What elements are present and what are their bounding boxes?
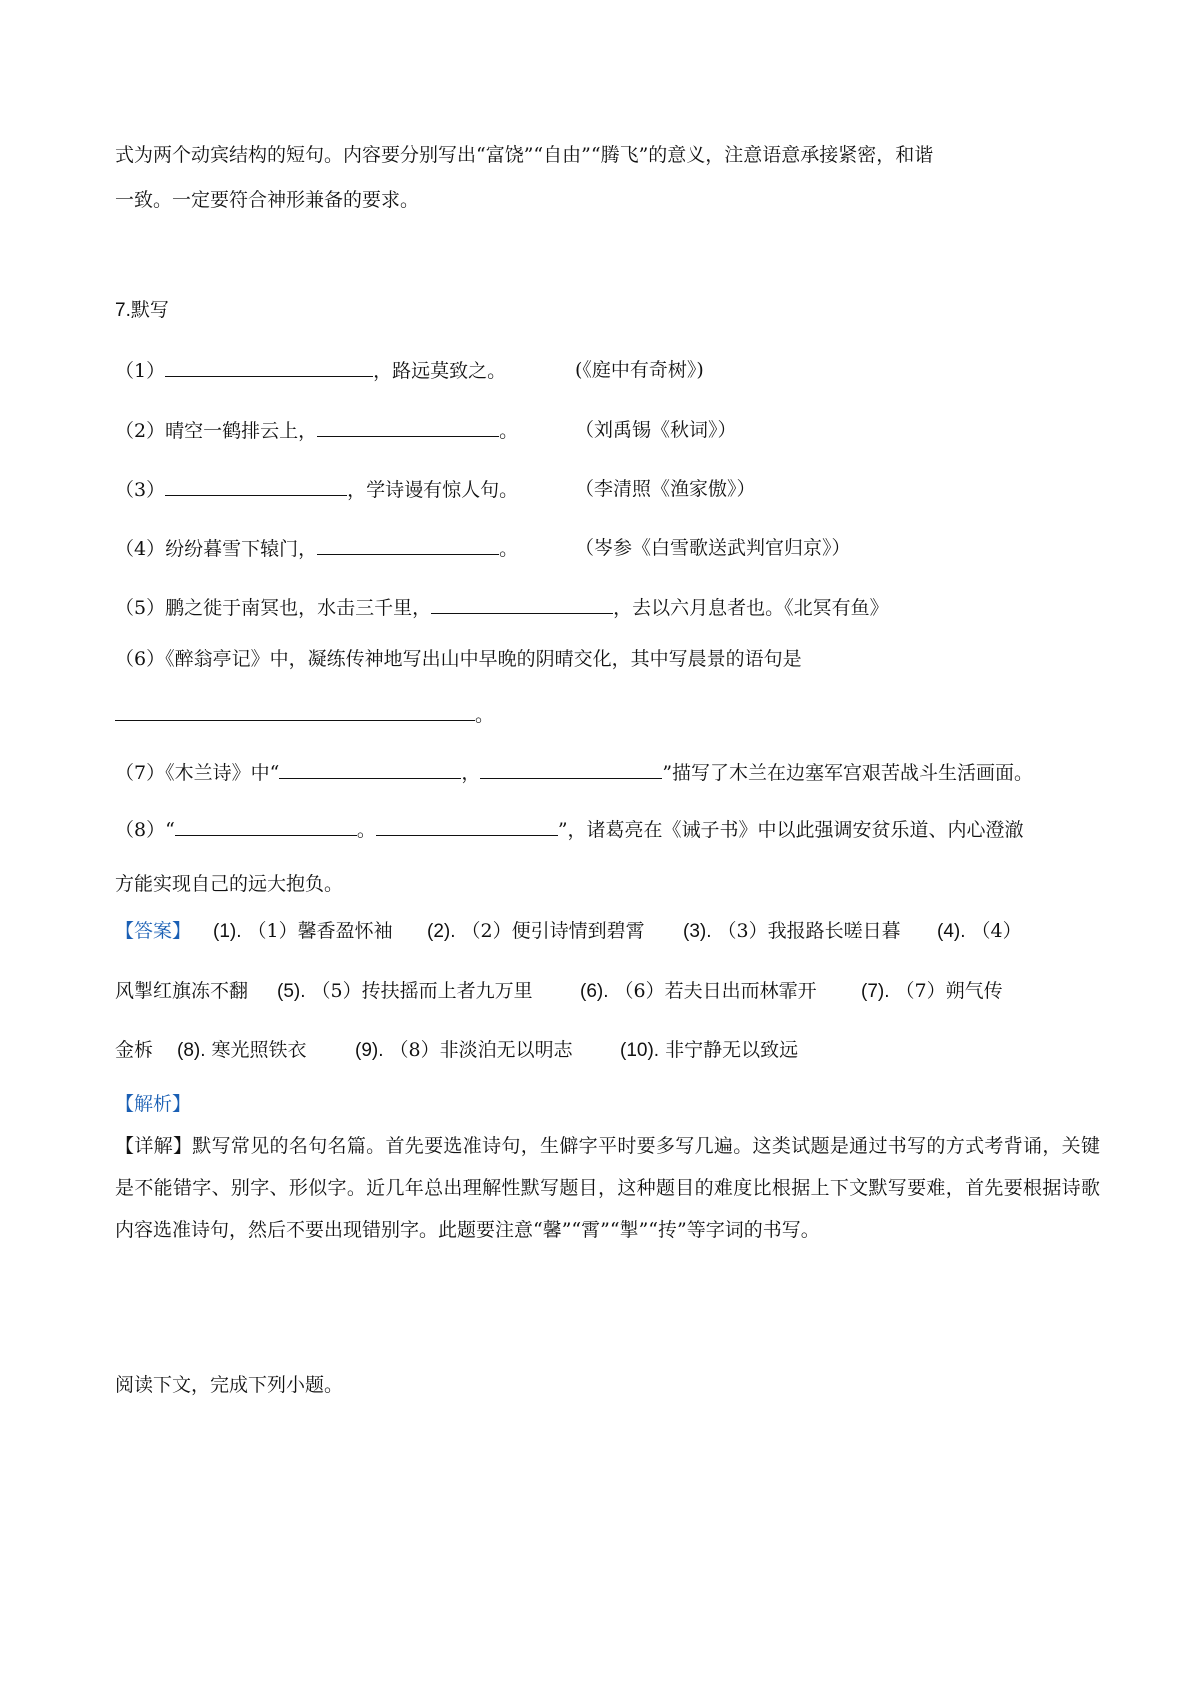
item-suffix: 。 (499, 420, 519, 442)
answer-tag: 【答案】 (115, 920, 192, 942)
question-item-3 (115, 475, 518, 504)
item-prefix: （4）纷纷暮雪下辕门， (115, 538, 318, 560)
answer-item: (2). （2）便引诗情到碧霄 (427, 920, 645, 942)
answer-item: (5). （5）抟扶摇而上者九万里 (277, 980, 533, 1002)
answer-blank (376, 815, 558, 836)
item-suffix: ，路远莫致之。 (373, 360, 507, 382)
answer-item: (8). 寒光照铁衣 (177, 1039, 307, 1061)
intro-line-2: 一致。一定要符合神形兼备的要求。 (115, 189, 420, 211)
item-prefix: （2）晴空一鹤排云上， (115, 420, 318, 442)
answer-item-cont: 风掣红旗冻不翻 (115, 980, 249, 1002)
item-mid: ， (461, 762, 481, 784)
item-suffix: 。 (499, 538, 519, 560)
item-source: （刘禹锡《秋词》） (575, 419, 737, 441)
item-prefix: （8）“ (115, 819, 175, 841)
answer-item: (10). 非宁静无以致远 (620, 1039, 799, 1061)
answer-blank (175, 815, 357, 836)
answer-blank (279, 758, 461, 779)
answer-item: (9). （8）非淡泊无以明志 (355, 1039, 573, 1061)
answer-blank (115, 700, 475, 721)
question-item-2 (115, 416, 518, 445)
answer-item: (1). （1）馨香盈怀袖 (213, 920, 393, 942)
question-item-6: （6）《醉翁亭记》中，凝练传神地写出山中早晚的阴晴交化，其中写晨景的语句是 (115, 648, 802, 670)
intro-line-1: 式为两个动宾结构的短句。内容要分别写出“富饶”“自由”“腾飞”的意义，注意语意承接紧密，和谐 (115, 144, 934, 166)
answer-blank (165, 475, 347, 496)
answer-blank (317, 534, 499, 555)
item-source: （岑参《白雪歌送武判官归京》） (575, 537, 851, 559)
item-suffix: ”描写了木兰在边塞军宫艰苦战斗生活画面。 (662, 762, 1034, 784)
question-item-7 (115, 758, 1033, 787)
question-item-1 (115, 356, 506, 385)
question-item-8-continuation: 方能实现自己的远大抱负。 (115, 873, 344, 895)
item-mid: 。 (356, 819, 376, 841)
item-prefix: （3） (115, 479, 166, 501)
answer-item: (4). （4） (937, 920, 1022, 942)
item-source: (《庭中有奇树》) (575, 359, 704, 381)
answer-item-cont: 金柝 (115, 1039, 154, 1061)
item-suffix: ，去以六月息者也。《北冥有鱼》 (613, 597, 889, 619)
question-item-8 (115, 815, 1024, 844)
item-suffix: ”，诸葛亮在《诫子书》中以此强调安贫乐道、内心澄澈 (557, 819, 1024, 841)
item-prefix: （5）鹏之徙于南冥也，水击三千里， (115, 597, 432, 619)
answer-item: (7). （7）朔气传 (861, 980, 1003, 1002)
analysis-tag: 【解析】 (115, 1093, 192, 1115)
answer-item: (3). （3）我报路长嗟日暮 (683, 920, 901, 942)
item-prefix: （7）《木兰诗》中“ (115, 762, 280, 784)
item-source: （李清照《渔家傲》） (575, 478, 756, 500)
question-title: 7.默写 (115, 300, 169, 321)
analysis-text: 【详解】默写常见的名句名篇。首先要选准诗句，生僻字平时要多写几遍。这类试题是通过书写的方式考背诵，关键是不能错字、别字、形似字。近几年总出理解性默写题目，这种题目的难度比根据上下文默写要难，首先要根据诗歌内容选准诗句，然后不要出现错别字。此题要注意“馨”“霄”“掣”“抟”等字词的书写。 (115, 1135, 1100, 1241)
question-item-4 (115, 534, 518, 563)
answer-item: (6). （6）若夫日出而林霏开 (580, 980, 817, 1002)
item-suffix: ，学诗谩有惊人句。 (347, 479, 519, 501)
question-item-5 (115, 593, 889, 622)
answer-blank (480, 758, 662, 779)
answer-blank (317, 416, 499, 437)
next-section-prompt: 阅读下文，完成下列小题。 (115, 1374, 344, 1396)
question-item-6-blank-line (115, 700, 494, 729)
answer-blank (431, 593, 613, 614)
answer-blank (165, 356, 373, 377)
item-prefix: （1） (115, 360, 166, 382)
item-suffix: 。 (475, 704, 495, 726)
